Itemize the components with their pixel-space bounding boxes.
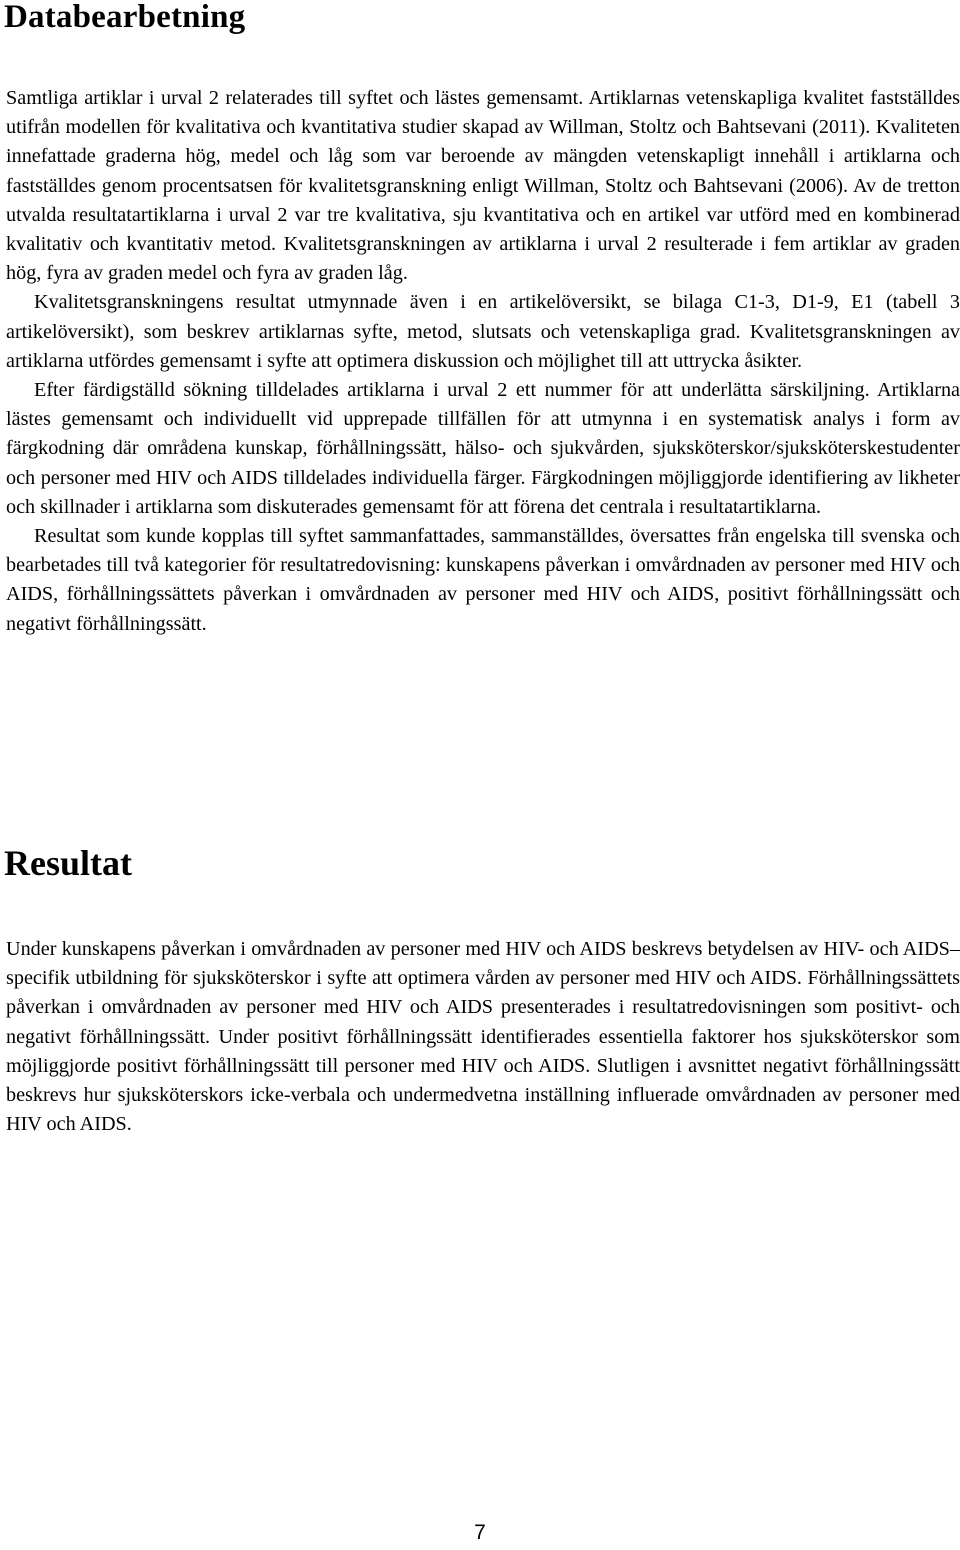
section-body-databearbetning — [6, 84, 960, 639]
paragraph-2: Kvalitetsgranskningens resultat utmynnade även i en artikelöversikt, se bilaga C1-3, D1-9, E1 (tabell 3 artikelöversikt), som beskrev artiklarnas syfte, metod, slutsats och vetenskapliga grad. Kvalitetsgranskningen av artiklarna utfördes gemensamt i syfte att optimera diskussion och möjlighet till att uttrycka åsikter. — [6, 291, 960, 372]
paragraph-resultat-1: Under kunskapens påverkan i omvårdnaden av personer med HIV och AIDS beskrevs betydelsen av HIV- och AIDS– specifik utbildning för sjuksköterskor i syfte att optimera vården av personer med HIV och AIDS. Förhållningssättets påverkan i omvårdnaden av personer med HIV och AIDS presenterades i resultatredovisningen som positivt- och negativt förhållningssätt. Under positivt förhållningssätt identifierades essentiella faktorer hos sjuksköterskor som möjliggjorde positivt förhållningssätt till personer med HIV och AIDS. Slutligen i avsnittet negativt förhållningssätt beskrevs hur sjuksköterskors icke-verbala och undermedvetna inställning influerade omvårdnaden av personer med HIV och AIDS. — [6, 938, 960, 1136]
page-number: 7 — [474, 1521, 486, 1544]
section-heading-resultat: Resultat — [4, 843, 132, 883]
section-heading-databearbetning: Databearbetning — [4, 0, 246, 35]
paragraph-4: Resultat som kunde kopplas till syftet sammanfattades, sammanställdes, översattes från engelska till svenska och bearbetades till två kategorier för resultatredovisning: kunskapens påverkan i omvårdnaden av personer med HIV och AIDS, förhållningssättets påverkan i omvårdnaden av personer med HIV och AIDS, positivt förhållningssätt och negativt förhållningssätt. — [6, 525, 960, 635]
paragraph-1: Samtliga artiklar i urval 2 relaterades till syftet och lästes gemensamt. Artiklarnas vetenskapliga kvalitet fastställdes utifrån modellen för kvalitativa och kvantitativa studier skapad av Willman, Stoltz och Bahtsevani (2011). Kvaliteten innefattade graderna hög, medel och låg som var beroende av mängden vetenskapligt innehåll i artiklarna och fastställdes genom procentsatsen för kvalitetsgranskning enligt Willman, Stoltz och Bahtsevani (2006). Av de tretton utvalda resultatartiklarna i urval 2 var tre kvalitativa, sju kvantitativa och en artikel var utförd med en kombinerad kvalitativ och kvantitativ metod. Kvalitetsgranskningen av artiklarna i urval 2 resulterade i fem artiklar av graden hög, fyra av graden medel och fyra av graden låg. — [6, 87, 960, 285]
section-body-resultat — [6, 935, 960, 1139]
paragraph-3: Efter färdigställd sökning tilldelades artiklarna i urval 2 ett nummer för att underlätta särskiljning. Artiklarna lästes gemensamt och individuellt vid upprepade tillfällen för att utmynna i en systematisk analys i form av färgkodning där områdena kunskap, förhållningssätt, hälso- och sjukvården, sjuksköterskor/sjuksköterskestudenter och personer med HIV och AIDS tilldelades individuella färger. Färgkodningen möjliggjorde identifiering av likheter och skillnader i artiklarna som diskuterades gemensamt för att förena det centrala i resultatartiklarna. — [6, 379, 960, 518]
